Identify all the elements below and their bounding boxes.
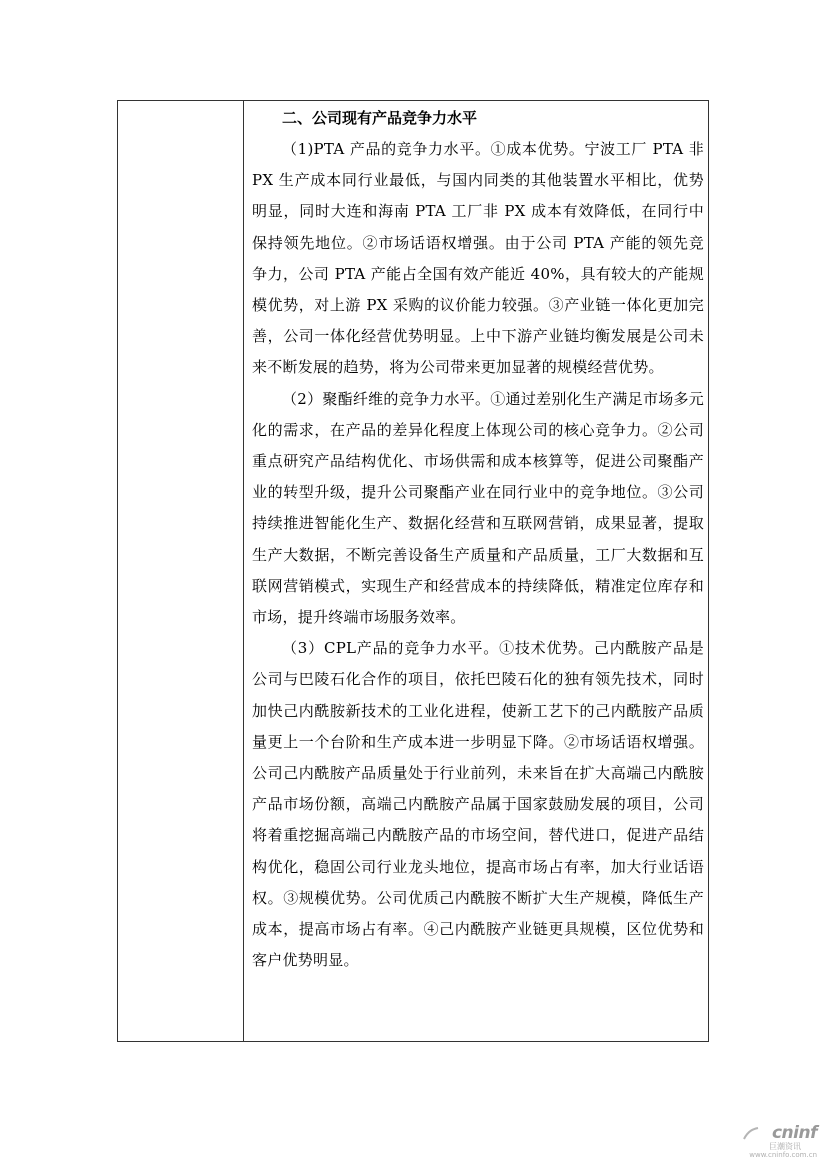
document-table: [117, 100, 709, 1042]
section-heading: 二、公司现有产品竞争力水平: [282, 109, 478, 127]
logo-url: www.cninfo.com.cn: [749, 1151, 817, 1159]
content-cell: [252, 103, 704, 976]
cninf-logo: [742, 1123, 817, 1161]
logo-brand: cninf: [771, 1123, 817, 1143]
paragraph-polyester: （2）聚酯纤维的竞争力水平。①通过差别化生产满足市场多元化的需求，在产品的差异化程度上体现公司的核心竞争力。②公司重点研究产品结构优化、市场供需和成本核算等，促进公司聚酯产业的转型升级，提升公司聚酯产业在同行业中的竞争地位。③公司持续推进智能化生产、数据化经营和互联网营销，成果显著，提取生产大数据，不断完善设备生产质量和产品质量，工厂大数据和互联网营销模式，实现生产和经营成本的持续降低，精准定位库存和市场，提升终端市场服务效率。: [252, 389, 704, 627]
paragraph-pta: （1)PTA 产品的竞争力水平。①成本优势。宁波工厂 PTA 非 PX 生产成本同行业最低，与国内同类的其他装置水平相比，优势明显，同时大连和海南 PTA 工厂非 PX 成本有效降低，在同行中保持领先地位。②市场话语权增强。由于公司 PTA 产能的领先竞争力，公司 PTA 产能占全国有效产能近 40%，具有较大的产能规模优势，对上游 PX 采购的议价能力较强。③产业链一体化更加完善，公司一体化经营优势明显。上中下游产业链均衡发展是公司未来不断发展的趋势，将为公司带来更加显著的规模经营优势。: [252, 140, 704, 377]
swoosh-icon: [743, 1127, 759, 1141]
paragraph-cpl: （3）CPL产品的竞争力水平。①技术优势。己内酰胺产品是公司与巴陵石化合作的项目，依托巴陵石化的独有领先技术，同时加快己内酰胺新技术的工业化进程，使新工艺下的己内酰胺产品质量更上一个台阶和生产成本进一步明显下降。②市场话语权增强。公司己内酰胺产品质量处于行业前列，未来旨在扩大高端己内酰胺产品市场份额，高端己内酰胺产品属于国家鼓励发展的项目，公司将着重挖掘高端己内酰胺产品的市场空间，替代进口，促进产品结构优化，稳固公司行业龙头地位，提高市场占有率，加大行业话语权。③规模优势。公司优质己内酰胺不断扩大生产规模，降低生产成本，提高市场占有率。④己内酰胺产业链更具规模，区位优势和客户优势明显。: [252, 639, 704, 970]
logo-brand-cn: 巨潮资讯: [769, 1142, 801, 1151]
column-divider: [243, 101, 244, 1041]
